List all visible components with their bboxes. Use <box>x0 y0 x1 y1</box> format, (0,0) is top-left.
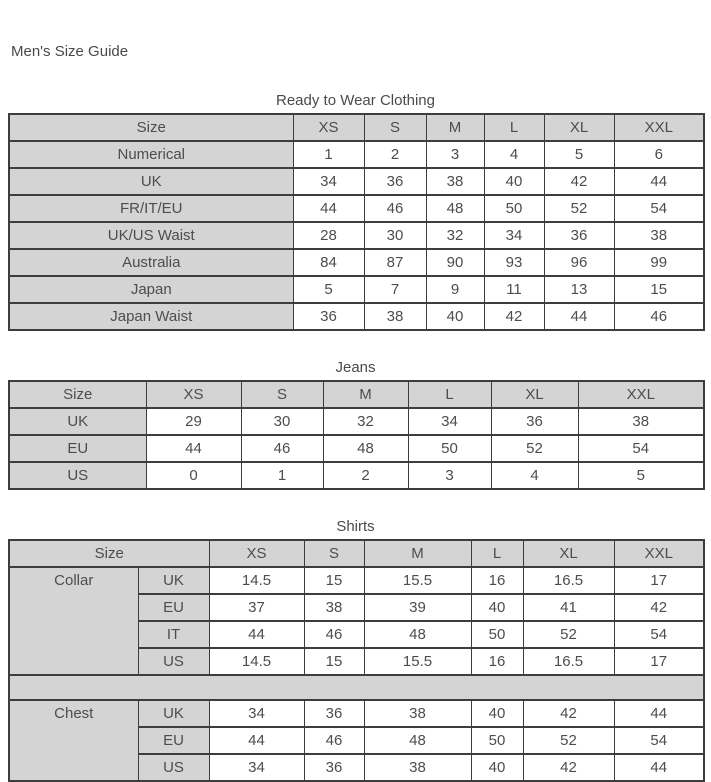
size-cell: 34 <box>209 754 304 781</box>
shirts-size-header: Size <box>9 540 209 567</box>
rtw-col-header: S <box>364 114 426 141</box>
size-cell: 52 <box>491 435 578 462</box>
shirts-col-header: XXL <box>614 540 704 567</box>
shirts-collar-row-uk <box>9 567 704 594</box>
rtw-table <box>8 113 705 331</box>
size-cell: 40 <box>471 700 523 727</box>
jeans-col-header: XXL <box>578 381 704 408</box>
size-cell: 84 <box>293 249 364 276</box>
region-label: EU <box>138 594 209 621</box>
size-cell: 2 <box>323 462 408 489</box>
jeans-col-header: S <box>241 381 323 408</box>
jeans-table <box>8 380 705 490</box>
rtw-row-japan <box>9 276 704 303</box>
size-cell: 36 <box>544 222 614 249</box>
jeans-col-header: L <box>408 381 491 408</box>
jeans-row-eu <box>9 435 704 462</box>
jeans-size-header: Size <box>9 381 146 408</box>
size-cell: 3 <box>408 462 491 489</box>
size-cell: 46 <box>364 195 426 222</box>
rtw-col-header: XS <box>293 114 364 141</box>
collar-group-label: Collar <box>9 567 138 675</box>
shirts-chest-row-uk <box>9 700 704 727</box>
size-cell: 36 <box>491 408 578 435</box>
size-cell: 5 <box>293 276 364 303</box>
size-cell: 5 <box>578 462 704 489</box>
size-cell: 46 <box>304 621 364 648</box>
row-label: FR/IT/EU <box>9 195 293 222</box>
size-cell: 16 <box>471 567 523 594</box>
region-label: IT <box>138 621 209 648</box>
size-cell: 34 <box>209 700 304 727</box>
rtw-table-caption: Ready to Wear Clothing <box>276 92 435 109</box>
size-cell: 54 <box>578 435 704 462</box>
size-cell: 54 <box>614 621 704 648</box>
size-cell: 17 <box>614 648 704 675</box>
size-cell: 38 <box>364 754 471 781</box>
size-cell: 38 <box>614 222 704 249</box>
size-cell: 48 <box>364 621 471 648</box>
rtw-col-header: XL <box>544 114 614 141</box>
shirts-col-header: XS <box>209 540 304 567</box>
size-cell: 44 <box>544 303 614 330</box>
jeans-row-us <box>9 462 704 489</box>
size-cell: 38 <box>364 303 426 330</box>
size-cell: 34 <box>293 168 364 195</box>
region-label: US <box>138 754 209 781</box>
region-label: US <box>138 648 209 675</box>
size-cell: 17 <box>614 567 704 594</box>
size-cell: 50 <box>471 727 523 754</box>
size-cell: 16 <box>471 648 523 675</box>
size-cell: 90 <box>426 249 484 276</box>
size-cell: 14.5 <box>209 567 304 594</box>
size-cell: 46 <box>614 303 704 330</box>
size-cell: 38 <box>364 700 471 727</box>
size-cell: 1 <box>241 462 323 489</box>
size-cell: 93 <box>484 249 544 276</box>
rtw-row-numerical <box>9 141 704 168</box>
row-label: Japan <box>9 276 293 303</box>
size-cell: 5 <box>544 141 614 168</box>
size-cell: 50 <box>471 621 523 648</box>
size-cell: 36 <box>304 700 364 727</box>
page-title: Men's Size Guide <box>11 43 129 60</box>
row-label: EU <box>9 435 146 462</box>
rtw-header-row <box>9 114 704 141</box>
size-cell: 1 <box>293 141 364 168</box>
region-label: EU <box>138 727 209 754</box>
size-cell: 40 <box>484 168 544 195</box>
size-cell: 15 <box>304 648 364 675</box>
size-cell: 4 <box>484 141 544 168</box>
shirts-col-header: M <box>364 540 471 567</box>
size-cell: 15.5 <box>364 567 471 594</box>
rtw-col-header: XXL <box>614 114 704 141</box>
size-cell: 6 <box>614 141 704 168</box>
size-cell: 42 <box>614 594 704 621</box>
shirts-col-header: S <box>304 540 364 567</box>
rtw-col-header: M <box>426 114 484 141</box>
size-cell: 42 <box>544 168 614 195</box>
size-cell: 54 <box>614 195 704 222</box>
size-cell: 40 <box>471 594 523 621</box>
size-cell: 28 <box>293 222 364 249</box>
size-cell: 52 <box>523 727 614 754</box>
size-cell: 16.5 <box>523 567 614 594</box>
shirts-col-header: L <box>471 540 523 567</box>
rtw-row-fr-it-eu <box>9 195 704 222</box>
row-label: Japan Waist <box>9 303 293 330</box>
size-cell: 44 <box>614 754 704 781</box>
size-cell: 0 <box>146 462 241 489</box>
size-cell: 44 <box>146 435 241 462</box>
region-label: UK <box>138 700 209 727</box>
size-cell: 46 <box>241 435 323 462</box>
row-label: UK/US Waist <box>9 222 293 249</box>
shirts-spacer-row <box>9 675 704 700</box>
row-label: US <box>9 462 146 489</box>
jeans-header-row <box>9 381 704 408</box>
jeans-col-header: XS <box>146 381 241 408</box>
size-cell: 36 <box>293 303 364 330</box>
size-cell: 50 <box>408 435 491 462</box>
size-cell: 96 <box>544 249 614 276</box>
size-cell: 16.5 <box>523 648 614 675</box>
size-cell: 32 <box>323 408 408 435</box>
size-cell: 52 <box>544 195 614 222</box>
row-label: UK <box>9 408 146 435</box>
size-cell: 48 <box>323 435 408 462</box>
size-cell: 15.5 <box>364 648 471 675</box>
size-cell: 87 <box>364 249 426 276</box>
size-cell: 37 <box>209 594 304 621</box>
jeans-table-caption: Jeans <box>335 359 376 376</box>
size-cell: 48 <box>364 727 471 754</box>
jeans-row-uk <box>9 408 704 435</box>
size-cell: 50 <box>484 195 544 222</box>
size-cell: 44 <box>614 168 704 195</box>
size-cell: 39 <box>364 594 471 621</box>
size-cell: 40 <box>426 303 484 330</box>
size-cell: 52 <box>523 621 614 648</box>
size-cell: 48 <box>426 195 484 222</box>
size-cell: 9 <box>426 276 484 303</box>
size-cell: 30 <box>241 408 323 435</box>
size-cell: 44 <box>209 621 304 648</box>
size-cell: 4 <box>491 462 578 489</box>
size-cell: 36 <box>304 754 364 781</box>
size-cell: 38 <box>578 408 704 435</box>
size-cell: 34 <box>408 408 491 435</box>
rtw-row-uk <box>9 168 704 195</box>
size-cell: 29 <box>146 408 241 435</box>
row-label: Australia <box>9 249 293 276</box>
size-cell: 42 <box>484 303 544 330</box>
rtw-row-uk-us-waist <box>9 222 704 249</box>
size-cell: 14.5 <box>209 648 304 675</box>
size-cell: 11 <box>484 276 544 303</box>
row-label: UK <box>9 168 293 195</box>
size-cell: 38 <box>304 594 364 621</box>
jeans-col-header: XL <box>491 381 578 408</box>
jeans-col-header: M <box>323 381 408 408</box>
rtw-col-header: L <box>484 114 544 141</box>
size-cell: 36 <box>364 168 426 195</box>
size-cell: 38 <box>426 168 484 195</box>
size-cell: 42 <box>523 754 614 781</box>
size-cell: 40 <box>471 754 523 781</box>
size-cell: 30 <box>364 222 426 249</box>
row-label: Numerical <box>9 141 293 168</box>
size-cell: 42 <box>523 700 614 727</box>
shirts-col-header: XL <box>523 540 614 567</box>
size-cell: 2 <box>364 141 426 168</box>
size-cell: 3 <box>426 141 484 168</box>
rtw-row-australia <box>9 249 704 276</box>
region-label: UK <box>138 567 209 594</box>
size-cell: 44 <box>614 700 704 727</box>
shirts-table-caption: Shirts <box>336 518 375 535</box>
size-cell: 99 <box>614 249 704 276</box>
size-cell: 15 <box>304 567 364 594</box>
chest-group-label: Chest <box>9 700 138 781</box>
size-cell: 32 <box>426 222 484 249</box>
size-cell: 44 <box>293 195 364 222</box>
shirts-header-row <box>9 540 704 567</box>
size-cell: 13 <box>544 276 614 303</box>
shirts-table <box>8 539 705 782</box>
size-cell: 7 <box>364 276 426 303</box>
rtw-size-header: Size <box>9 114 293 141</box>
size-cell: 15 <box>614 276 704 303</box>
size-cell: 54 <box>614 727 704 754</box>
size-cell: 34 <box>484 222 544 249</box>
rtw-row-japan-waist <box>9 303 704 330</box>
size-cell: 46 <box>304 727 364 754</box>
size-cell: 44 <box>209 727 304 754</box>
spacer-cell <box>9 675 704 700</box>
size-cell: 41 <box>523 594 614 621</box>
